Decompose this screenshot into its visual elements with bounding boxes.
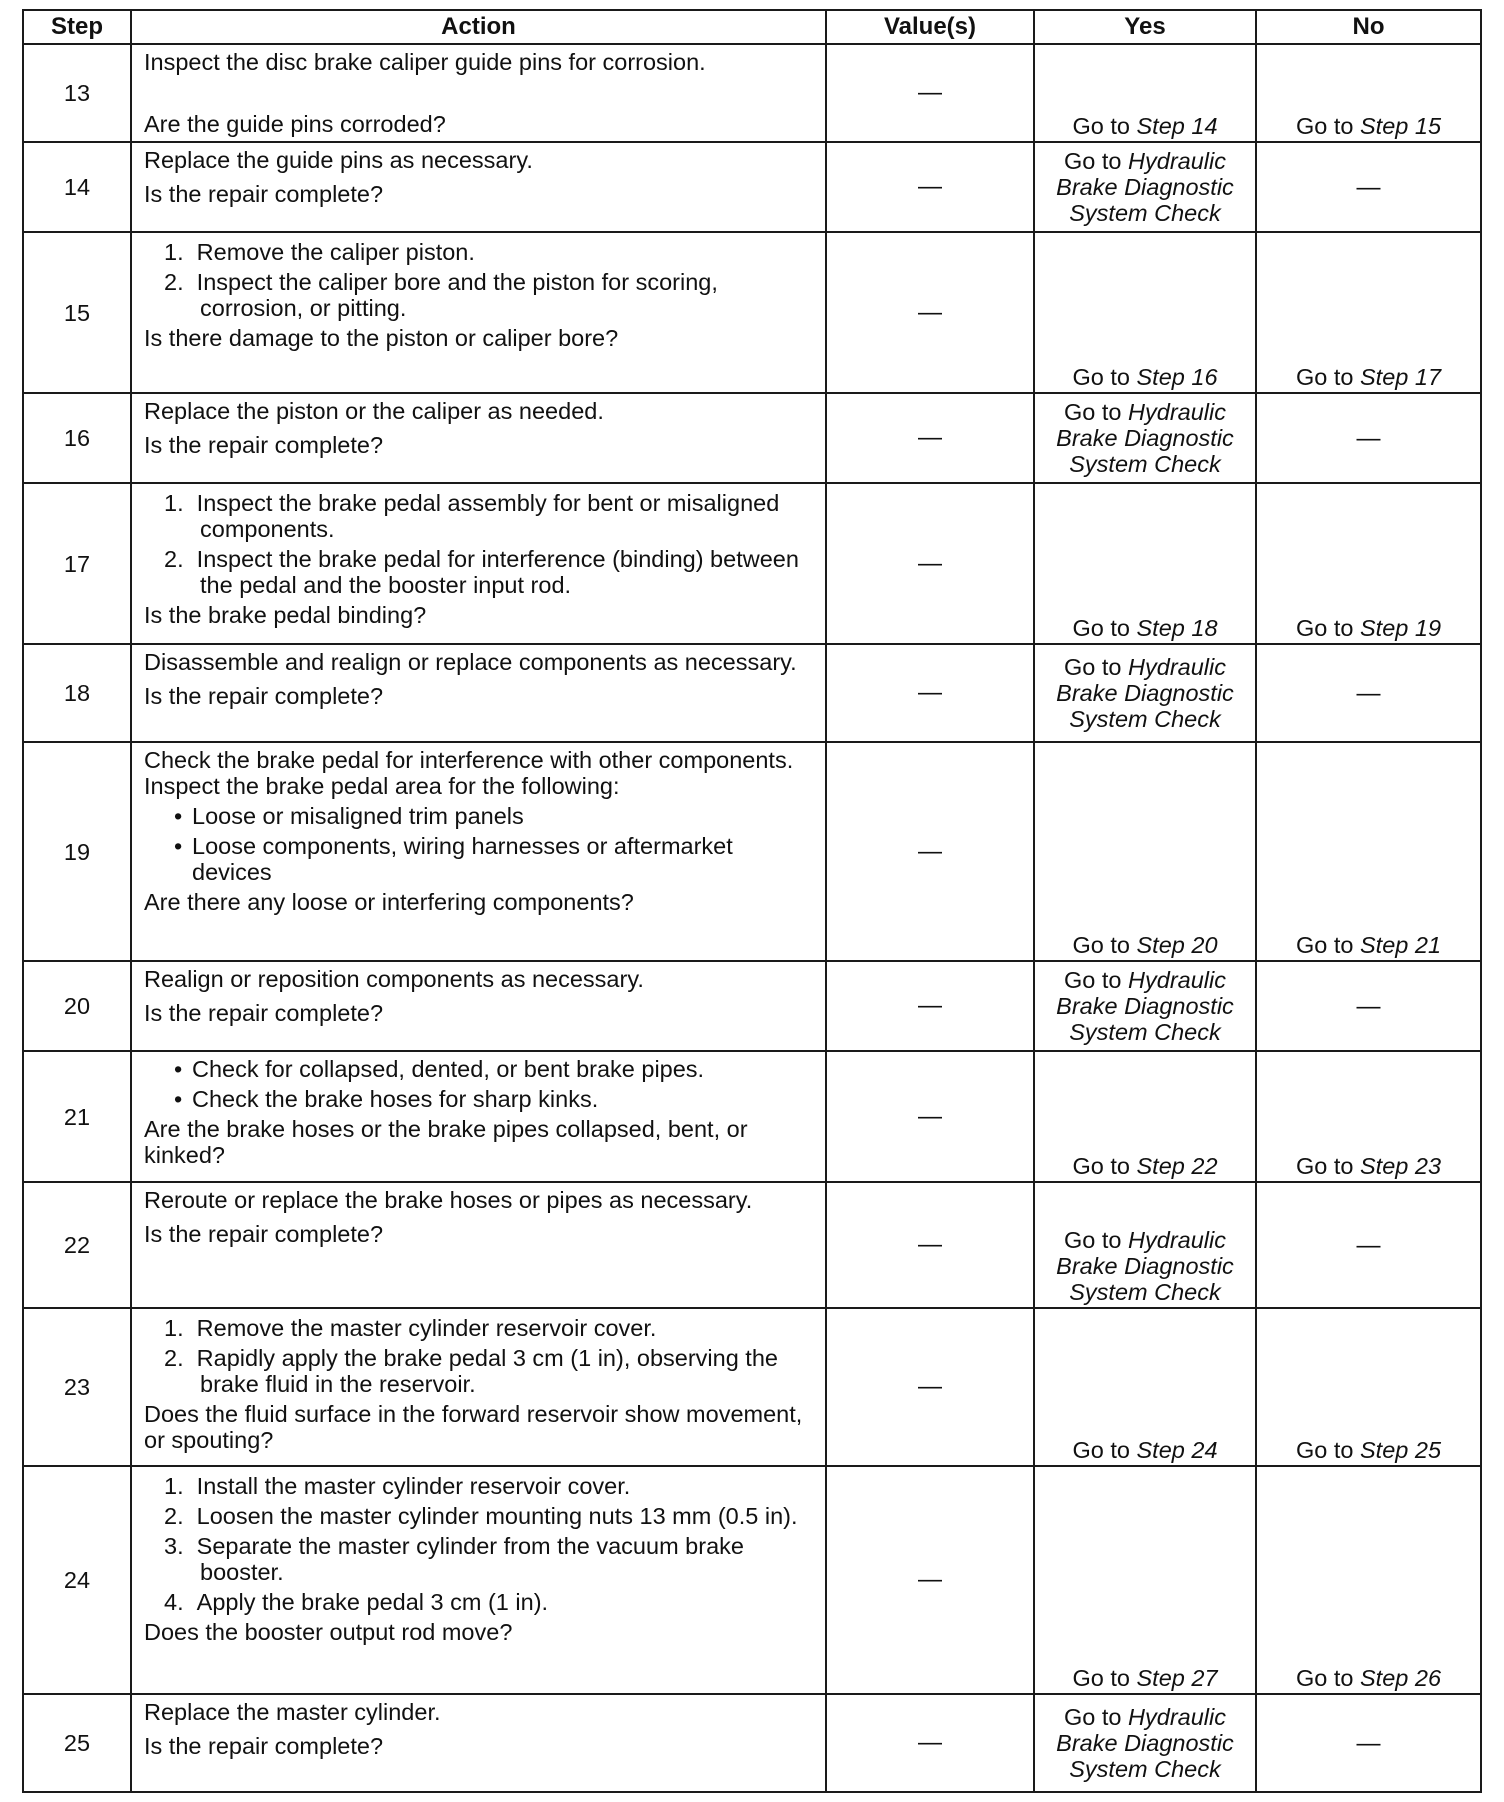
step-number: 18 (23, 644, 131, 742)
header-step: Step (23, 10, 131, 44)
goto-step: Step 25 (1360, 1437, 1442, 1463)
goto-target: System Check (1069, 451, 1221, 477)
no-cell (1256, 142, 1481, 232)
yes-cell (1034, 142, 1256, 232)
goto-step: Step 15 (1360, 113, 1442, 139)
dash: — (1356, 1729, 1381, 1757)
yes-cell (1034, 742, 1256, 961)
action-cell (131, 1466, 826, 1694)
dash: — (1356, 679, 1381, 707)
no-cell (1256, 1694, 1481, 1792)
action-question: Are the brake hoses or the brake pipes collapsed, bent, or kinked? (144, 1116, 748, 1168)
no-cell (1256, 232, 1481, 393)
goto-target: Brake Diagnostic (1056, 993, 1234, 1019)
yes-goto[interactable] (1035, 1227, 1255, 1305)
step-number: 24 (23, 1466, 131, 1694)
action-text: Replace the piston or the caliper as needed. (144, 398, 604, 424)
goto-target: Hydraulic (1128, 1704, 1226, 1730)
action-question: Is there damage to the piston or caliper bore? (144, 325, 619, 351)
goto-target: System Check (1069, 1756, 1221, 1782)
goto-label: Go to (1064, 967, 1122, 993)
no-cell (1256, 393, 1481, 483)
table-row (23, 1182, 1481, 1308)
goto-label: Go to (1072, 1153, 1130, 1179)
yes-cell (1034, 232, 1256, 393)
action-text: Reroute or replace the brake hoses or pipes as necessary. (144, 1187, 753, 1213)
list-item: • Check the brake hoses for sharp kinks. (144, 1086, 817, 1112)
goto-label: Go to (1295, 113, 1354, 139)
goto-label: Go to (1064, 654, 1122, 680)
table-row (23, 961, 1481, 1051)
yes-goto[interactable] (1035, 932, 1255, 958)
goto-target: System Check (1069, 1019, 1221, 1045)
goto-step: Step 19 (1360, 615, 1442, 641)
header-row (23, 10, 1481, 44)
diagnostic-table (22, 9, 1482, 1793)
goto-step: Step 18 (1136, 615, 1218, 641)
goto-target: Brake Diagnostic (1056, 1253, 1234, 1279)
goto-target: Brake Diagnostic (1056, 174, 1234, 200)
action-question: Is the repair complete? (144, 683, 384, 709)
step-number: 22 (23, 1182, 131, 1308)
action-question: Are the guide pins corroded? (144, 111, 446, 137)
goto-label: Go to (1072, 113, 1130, 139)
no-cell (1256, 44, 1481, 142)
no-cell (1256, 961, 1481, 1051)
header-action: Action (131, 10, 826, 44)
action-cell (131, 961, 826, 1051)
goto-label: Go to (1064, 148, 1122, 174)
goto-target: System Check (1069, 200, 1221, 226)
goto-label: Go to (1064, 1227, 1122, 1253)
no-goto[interactable] (1257, 932, 1480, 958)
yes-cell (1034, 1182, 1256, 1308)
step-number: 23 (23, 1308, 131, 1466)
value-cell: — (826, 644, 1034, 742)
yes-cell (1034, 393, 1256, 483)
list-item: 3. Separate the master cylinder from the vacuum brake booster. (164, 1533, 744, 1585)
no-cell (1256, 1182, 1481, 1308)
table-row (23, 1051, 1481, 1182)
yes-cell (1034, 1466, 1256, 1694)
step-number: 25 (23, 1694, 131, 1792)
action-question: Is the repair complete? (144, 1733, 384, 1759)
list-item: 1. Install the master cylinder reservoir cover. (164, 1473, 631, 1499)
no-goto[interactable] (1257, 113, 1480, 139)
goto-target: System Check (1069, 706, 1221, 732)
dash: — (1356, 992, 1381, 1020)
yes-cell (1034, 44, 1256, 142)
goto-step: Step 16 (1136, 364, 1218, 390)
bullet-list (144, 1056, 817, 1112)
goto-label: Go to (1072, 1665, 1130, 1691)
yes-goto[interactable] (1035, 148, 1255, 226)
action-cell (131, 1182, 826, 1308)
goto-step: Step 23 (1360, 1153, 1442, 1179)
action-cell (131, 232, 826, 393)
value-cell: — (826, 742, 1034, 961)
yes-goto[interactable] (1035, 1437, 1255, 1463)
action-cell (131, 44, 826, 142)
step-number: 19 (23, 742, 131, 961)
yes-goto[interactable] (1035, 364, 1255, 390)
action-question: Are there any loose or interfering components? (144, 889, 634, 915)
list-item: 2. Rapidly apply the brake pedal 3 cm (1 in), observing the brake fluid in the reservoir. (164, 1345, 778, 1397)
value-cell: — (826, 961, 1034, 1051)
yes-cell (1034, 483, 1256, 644)
list-item: 1. Inspect the brake pedal assembly for bent or misaligned components. (164, 490, 780, 542)
no-goto[interactable] (1257, 364, 1480, 390)
action-question: Is the repair complete? (144, 1000, 384, 1026)
no-goto[interactable] (1257, 1153, 1480, 1179)
goto-step: Step 27 (1136, 1665, 1218, 1691)
yes-goto[interactable] (1035, 1704, 1255, 1782)
goto-target: Hydraulic (1128, 967, 1226, 993)
goto-step: Step 21 (1360, 932, 1442, 958)
goto-target: Hydraulic (1128, 399, 1226, 425)
action-question: Is the brake pedal binding? (144, 602, 427, 628)
header-no: No (1256, 10, 1481, 44)
list-item: 1. Remove the caliper piston. (164, 239, 475, 265)
no-cell (1256, 483, 1481, 644)
list-item: • Loose or misaligned trim panels (144, 803, 817, 829)
action-text: Check the brake pedal for interference with other components. Inspect the brake pedal area for the following: (144, 747, 794, 799)
action-cell (131, 483, 826, 644)
action-text: Realign or reposition components as necessary. (144, 966, 644, 992)
action-cell (131, 742, 826, 961)
goto-target: System Check (1069, 1279, 1221, 1305)
dash: — (1356, 1231, 1381, 1259)
no-cell (1256, 644, 1481, 742)
goto-label: Go to (1064, 1704, 1122, 1730)
action-text: Inspect the disc brake caliper guide pins for corrosion. (144, 49, 706, 75)
dash: — (1356, 173, 1381, 201)
step-number: 15 (23, 232, 131, 393)
table-row (23, 393, 1481, 483)
list-item: • Loose components, wiring harnesses or aftermarket devices (144, 833, 817, 885)
value-cell: — (826, 1694, 1034, 1792)
action-question: Does the fluid surface in the forward reservoir show movement, or spouting? (144, 1401, 803, 1453)
yes-goto[interactable] (1035, 1153, 1255, 1179)
goto-label: Go to (1295, 364, 1354, 390)
yes-goto[interactable] (1035, 967, 1255, 1045)
goto-label: Go to (1072, 1437, 1130, 1463)
numbered-list (144, 1473, 817, 1615)
goto-step: Step 22 (1136, 1153, 1218, 1179)
table-row (23, 142, 1481, 232)
goto-step: Step 17 (1360, 364, 1442, 390)
list-item: • Check for collapsed, dented, or bent brake pipes. (144, 1056, 817, 1082)
no-cell (1256, 742, 1481, 961)
action-cell (131, 1308, 826, 1466)
no-cell (1256, 1051, 1481, 1182)
action-cell (131, 393, 826, 483)
no-cell (1256, 1308, 1481, 1466)
step-number: 16 (23, 393, 131, 483)
goto-label: Go to (1295, 932, 1354, 958)
table-row (23, 232, 1481, 393)
value-cell: — (826, 1308, 1034, 1466)
no-goto[interactable] (1257, 615, 1480, 641)
action-cell (131, 644, 826, 742)
goto-target: Brake Diagnostic (1056, 1730, 1234, 1756)
value-cell: — (826, 1466, 1034, 1694)
goto-label: Go to (1295, 1153, 1354, 1179)
step-number: 20 (23, 961, 131, 1051)
step-number: 17 (23, 483, 131, 644)
value-cell: — (826, 44, 1034, 142)
yes-cell (1034, 1694, 1256, 1792)
value-cell: — (826, 1182, 1034, 1308)
value-cell: — (826, 232, 1034, 393)
value-cell: — (826, 483, 1034, 644)
goto-step: Step 26 (1360, 1665, 1442, 1691)
goto-target: Brake Diagnostic (1056, 425, 1234, 451)
action-cell (131, 142, 826, 232)
header-yes: Yes (1034, 10, 1256, 44)
goto-label: Go to (1295, 1665, 1354, 1691)
numbered-list (144, 1315, 817, 1397)
yes-cell (1034, 644, 1256, 742)
yes-cell (1034, 961, 1256, 1051)
goto-label: Go to (1072, 932, 1130, 958)
goto-step: Step 14 (1136, 113, 1218, 139)
table-row (23, 483, 1481, 644)
value-cell: — (826, 393, 1034, 483)
yes-goto[interactable] (1035, 1665, 1255, 1691)
header-values: Value(s) (826, 10, 1034, 44)
table-row (23, 742, 1481, 961)
action-question: Is the repair complete? (144, 1221, 384, 1247)
list-item: 2. Loosen the master cylinder mounting nuts 13 mm (0.5 in). (164, 1503, 798, 1529)
yes-cell (1034, 1308, 1256, 1466)
action-question: Does the booster output rod move? (144, 1619, 513, 1645)
list-item: 1. Remove the master cylinder reservoir cover. (164, 1315, 657, 1341)
table-row (23, 44, 1481, 142)
goto-label: Go to (1295, 615, 1354, 641)
goto-label: Go to (1064, 399, 1122, 425)
yes-goto[interactable] (1035, 615, 1255, 641)
numbered-list (144, 239, 817, 321)
step-number: 13 (23, 44, 131, 142)
no-cell (1256, 1466, 1481, 1694)
table-row (23, 644, 1481, 742)
dash: — (1356, 424, 1381, 452)
yes-goto[interactable] (1035, 654, 1255, 732)
action-cell (131, 1051, 826, 1182)
goto-target: Hydraulic (1128, 1227, 1226, 1253)
list-item: 2. Inspect the brake pedal for interference (binding) between the pedal and the booster input rod. (164, 546, 799, 598)
value-cell: — (826, 1051, 1034, 1182)
table-row (23, 1694, 1481, 1792)
yes-cell (1034, 1051, 1256, 1182)
list-item: 4. Apply the brake pedal 3 cm (1 in). (164, 1589, 549, 1615)
bullet-list (144, 803, 817, 885)
action-question: Is the repair complete? (144, 181, 384, 207)
action-question: Is the repair complete? (144, 432, 384, 458)
yes-goto[interactable] (1035, 113, 1255, 139)
numbered-list (144, 490, 817, 598)
table-row (23, 1466, 1481, 1694)
table-row (23, 1308, 1481, 1466)
yes-goto[interactable] (1035, 399, 1255, 477)
goto-step: Step 20 (1136, 932, 1218, 958)
no-goto[interactable] (1257, 1665, 1480, 1691)
action-text: Disassemble and realign or replace components as necessary. (144, 649, 797, 675)
goto-label: Go to (1072, 364, 1130, 390)
goto-step: Step 24 (1136, 1437, 1218, 1463)
action-text: Replace the master cylinder. (144, 1699, 441, 1725)
goto-label: Go to (1072, 615, 1130, 641)
list-item: 2. Inspect the caliper bore and the piston for scoring, corrosion, or pitting. (164, 269, 718, 321)
no-goto[interactable] (1257, 1437, 1480, 1463)
value-cell: — (826, 142, 1034, 232)
goto-target: Hydraulic (1128, 654, 1226, 680)
step-number: 14 (23, 142, 131, 232)
goto-target: Brake Diagnostic (1056, 680, 1234, 706)
goto-label: Go to (1295, 1437, 1354, 1463)
action-text: Replace the guide pins as necessary. (144, 147, 533, 173)
step-number: 21 (23, 1051, 131, 1182)
action-cell (131, 1694, 826, 1792)
goto-target: Hydraulic (1128, 148, 1226, 174)
